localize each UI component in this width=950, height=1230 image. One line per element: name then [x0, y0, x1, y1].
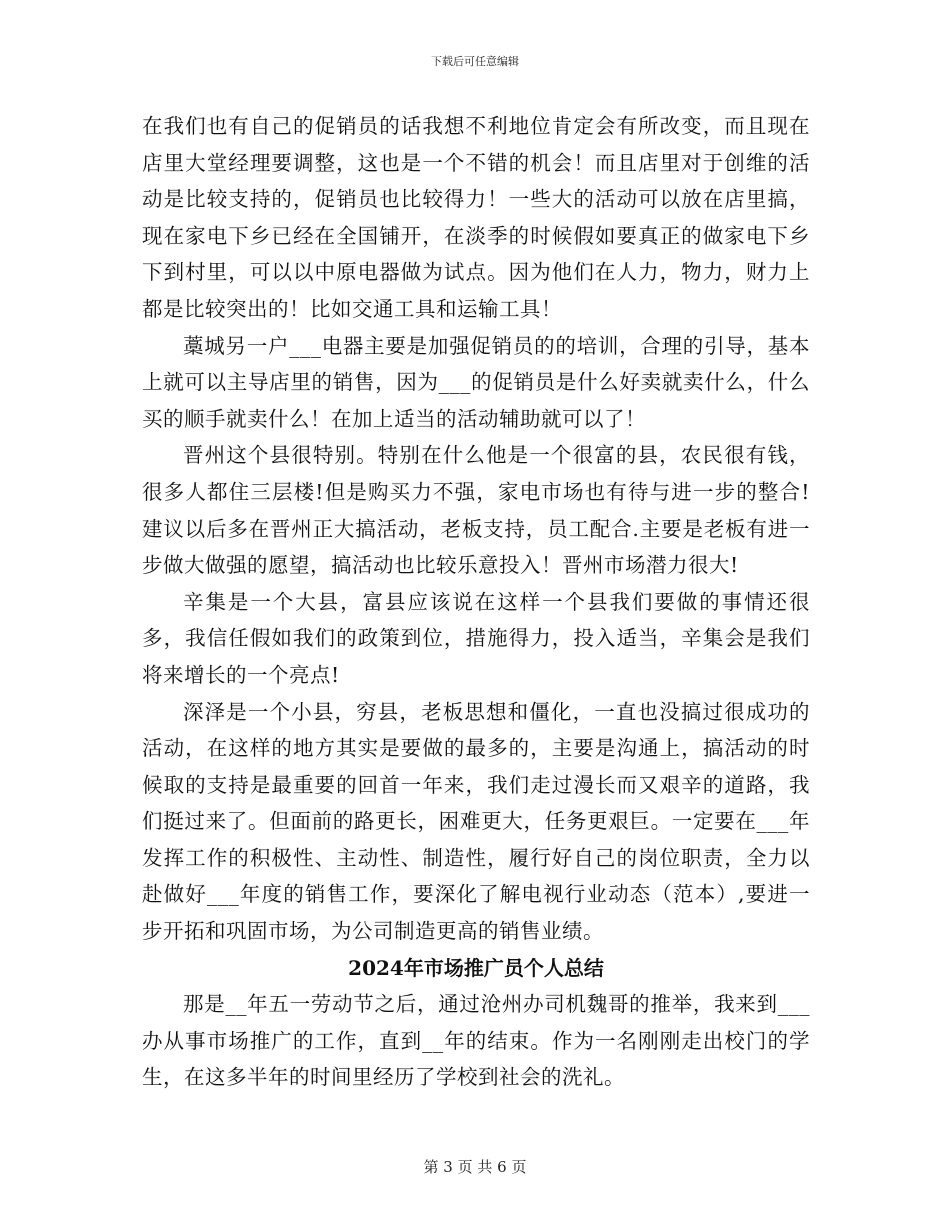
- paragraph-gaocheng: 藁城另一户___电器主要是加强促销员的的培训，合理的引导，基本上就可以主导店里的销售，因为___的促销员是什么好卖就卖什么，什么买的顺手就卖什么！在加上适当的活动辅助就可以了！: [142, 333, 810, 431]
- paragraph-continuation: 在我们也有自己的促销员的话我想不利地位肯定会有所改变，而且现在店里大堂经理要调整，这也是一个不错的机会！而且店里对于创维的活动是比较支持的，促销员也比较得力！一些大的活动可以放在店里搞，现在家电下乡已经在全国铺开，在淡季的时候假如要真正的做家电下乡下到村里，可以以中原电器做为试点。因为他们在人力，物力，财力上都是比较突出的！比如交通工具和运输工具！: [142, 114, 810, 321]
- page-number: 第 3 页 共 6 页: [423, 1158, 527, 1176]
- paragraph-jinzhou: 晋州这个县很特别。特别在什么他是一个很富的县，农民很有钱，很多人都住三层楼!但是购买力不强，家电市场也有待与进一步的整合!建议以后多在晋州正大搞活动，老板支持，员工配合.主要是老板有进一步做大做强的愿望，搞活动也比较乐意投入！晋州市场潜力很大!: [142, 443, 810, 578]
- paragraph-xinji: 辛集是一个大县，富县应该说在这样一个县我们要做的事情还很多，我信任假如我们的政策到位，措施得力，投入适当，辛集会是我们将来增长的一个亮点!: [142, 589, 810, 687]
- page-header: 下载后可任意编辑: [431, 55, 519, 68]
- paragraph-summary-intro: 那是__年五一劳动节之后，通过沧州办司机魏哥的推举，我来到___办从事市场推广的工作，直到__年的结束。作为一名刚刚走出校门的学生，在这多半年的时间里经历了学校到社会的洗礼。: [142, 992, 810, 1090]
- paragraph-shenze: 深泽是一个小县，穷县，老板思想和僵化，一直也没搞过很成功的活动，在这样的地方其实是要做的最多的，主要是沟通上，搞活动的时候取的支持是最重要的回首一年来，我们走过漫长而又艰辛的道路，我们挺过来了。但面前的路更长，困难更大，任务更艰巨。一定要在___年发挥工作的积极性、主动性、制造性，履行好自己的岗位职责，全力以赴做好___年度的销售工作，要深化了解电视行业动态（范本）,要进一步开拓和巩固市场，为公司制造更高的销售业绩。: [142, 699, 810, 944]
- document-body: [142, 108, 810, 1096]
- section-title: 2024年市场推广员个人总结: [348, 955, 604, 980]
